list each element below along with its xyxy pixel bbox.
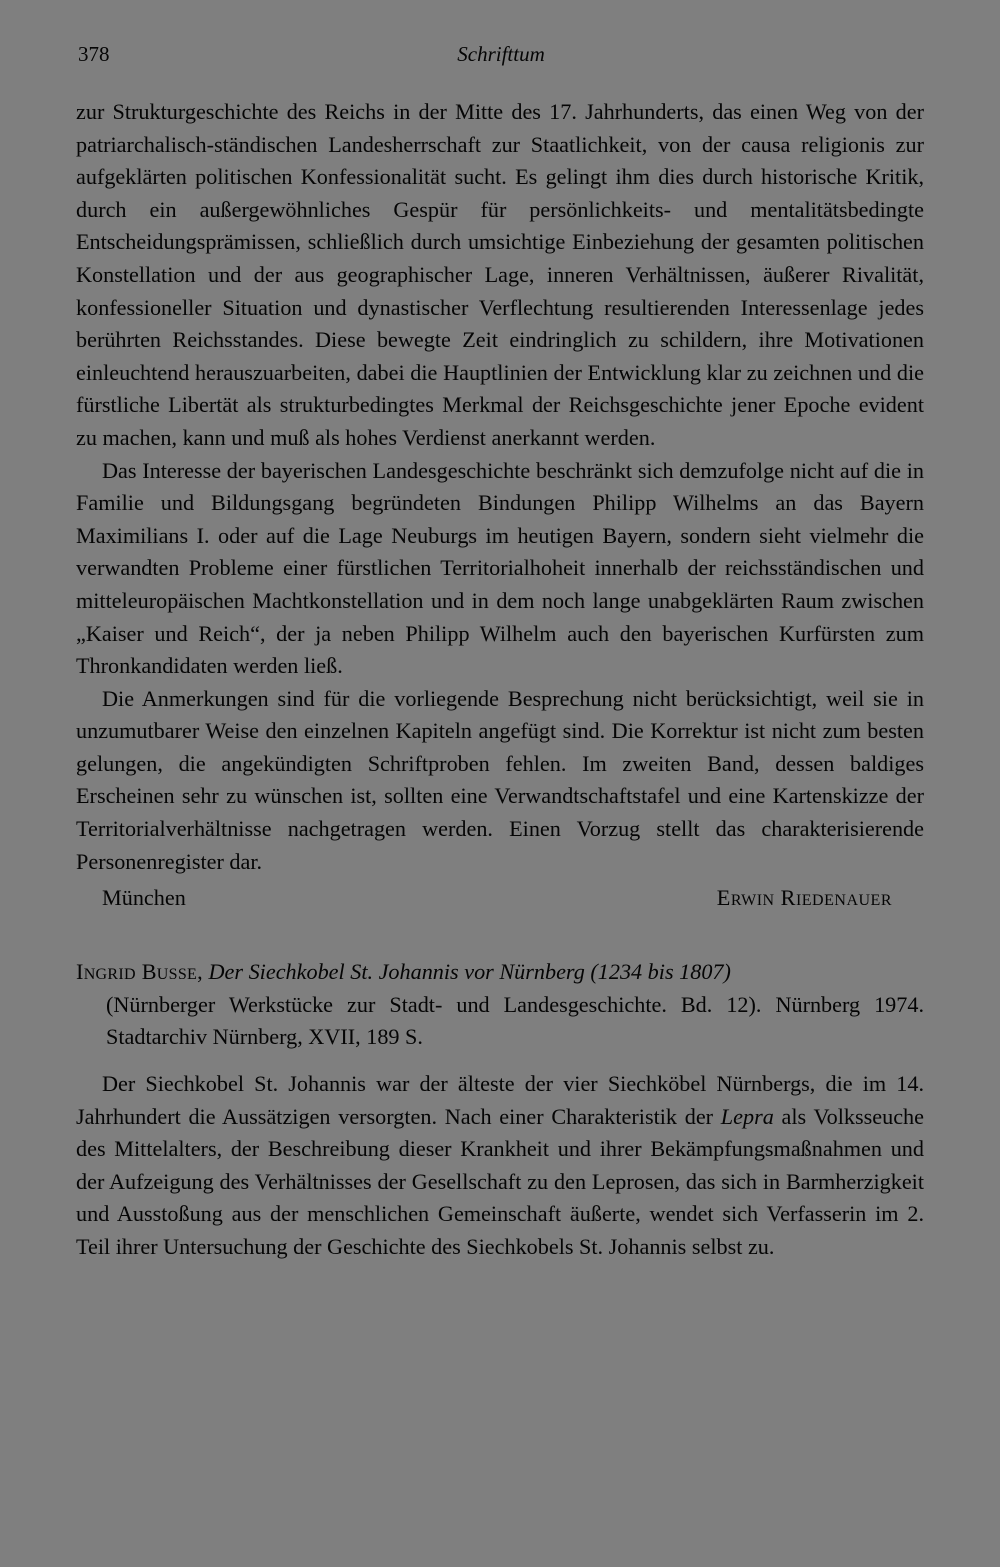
review-heading <box>76 956 924 1054</box>
review-body-paragraph <box>76 1068 924 1264</box>
review-citation <box>76 956 924 989</box>
signature-author: Erwin Riedenauer <box>716 885 892 911</box>
review-book-title: Der Siechkobel St. Johannis vor Nürnberg (1234 bis 1807) <box>208 959 731 985</box>
paragraph-bavarian-interest: Das Interesse der bayerischen Landesgeschichte beschränkt sich demzufolge nicht auf die in Familie und Bildungsgang begründeten Bindungen Philipp Wilhelms an das Bayern Maximilians I. oder auf die Lage Neuburgs im heutigen Bayern, sondern sieht vielmehr die verwandten Probleme einer fürstlichen Territorialhoheit innerhalb der reichsständischen und mitteleuropäischen Machtkonstellation und in dem noch lange unabgeklärten Raum zwischen „Kaiser und Reich“, der ja neben Philipp Wilhelm auch den bayerischen Kurfürsten zum Thronkandidaten werden ließ. <box>76 457 924 679</box>
body-text <box>76 96 924 1264</box>
paragraph-continuation: zur Strukturgeschichte des Reichs in der Mitte des 17. Jahrhunderts, das einen Weg von der patriarchalisch-ständischen Landesherrschaft zur Staatlichkeit, von der causa religionis zur aufgeklärten politischen Konfessionalität sucht. Es gelingt ihm dies durch historische Kritik, durch ein außergewöhnliches Gespür für persönlichkeits- und mentalitätsbedingte Entscheidungsprämissen, schließlich durch umsichtige Einbeziehung der gesamten politischen Konstellation und der aus geographischer Lage, inneren Verhältnissen, äußerer Rivalität, konfessioneller Situation und dynastischer Verflechtung resultierenden Interessenlage jedes berührten Reichsstandes. Diese bewegte Zeit eindringlich zu schildern, ihre Motivationen einleuchtend herauszuarbeiten, dabei die Hauptlinien der Entwicklung klar zu zeichnen und die fürstliche Libertät als strukturbedingtes Merkmal der Reichsgeschichte jener Epoche evident zu machen, kann und muß als hohes Verdienst anerkannt werden. <box>76 99 924 450</box>
review-signature <box>76 882 924 916</box>
review-book-series: (Nürnberger Werkstücke zur Stadt- und Landesgeschichte. Bd. 12). Nürnberg 1974. Stadtarchiv Nürnberg, XVII, 189 S. <box>106 991 924 1050</box>
running-title: Schrifttum <box>457 42 545 66</box>
page-number: 378 <box>78 42 110 66</box>
paragraph-annotations: Die Anmerkungen sind für die vorliegende Besprechung nicht berücksichtigt, weil sie in unzumutbarer Weise den einzelnen Kapiteln angefügt sind. Die Korrektur ist nicht zum besten gelungen, die angekündigten Schriftproben fehlen. Im zweiten Band, dessen baldiges Erscheinen sehr zu wünschen ist, sollten eine Verwandtschaftstafel und eine Kartenskizze der Territorialverhältnisse nachgetragen werden. Einen Vorzug stellt das charakterisierende Personenregister dar. <box>76 685 924 874</box>
review-body-term: Lepra <box>720 1103 774 1129</box>
review-body-after: als Volksseuche des Mittelalters, der Beschreibung dieser Krankheit und ihrer Bekämpfungsmaßnahmen und der Aufzeigung des Verhältnisses der Gesellschaft zu den Leprosen, das sich in Barmherzigkeit und Ausstoßung aus der menschlichen Gemeinschaft äußerte, wendet sich Verfasserin im 2. Teil ihrer Untersuchung der Geschichte des Siechkobels St. Johannis selbst zu. <box>76 1103 924 1259</box>
signature-place: München <box>102 885 186 911</box>
review-body-before: Der Siechkobel St. Johannis war der älteste der vier Siechköbel Nürnbergs, die im 14. Jahrhundert die Aussätzigen versorgten. Nach einer Charakteristik der <box>76 1071 924 1129</box>
page-header <box>78 42 924 72</box>
review-book-author: Ingrid Busse, <box>76 959 203 985</box>
